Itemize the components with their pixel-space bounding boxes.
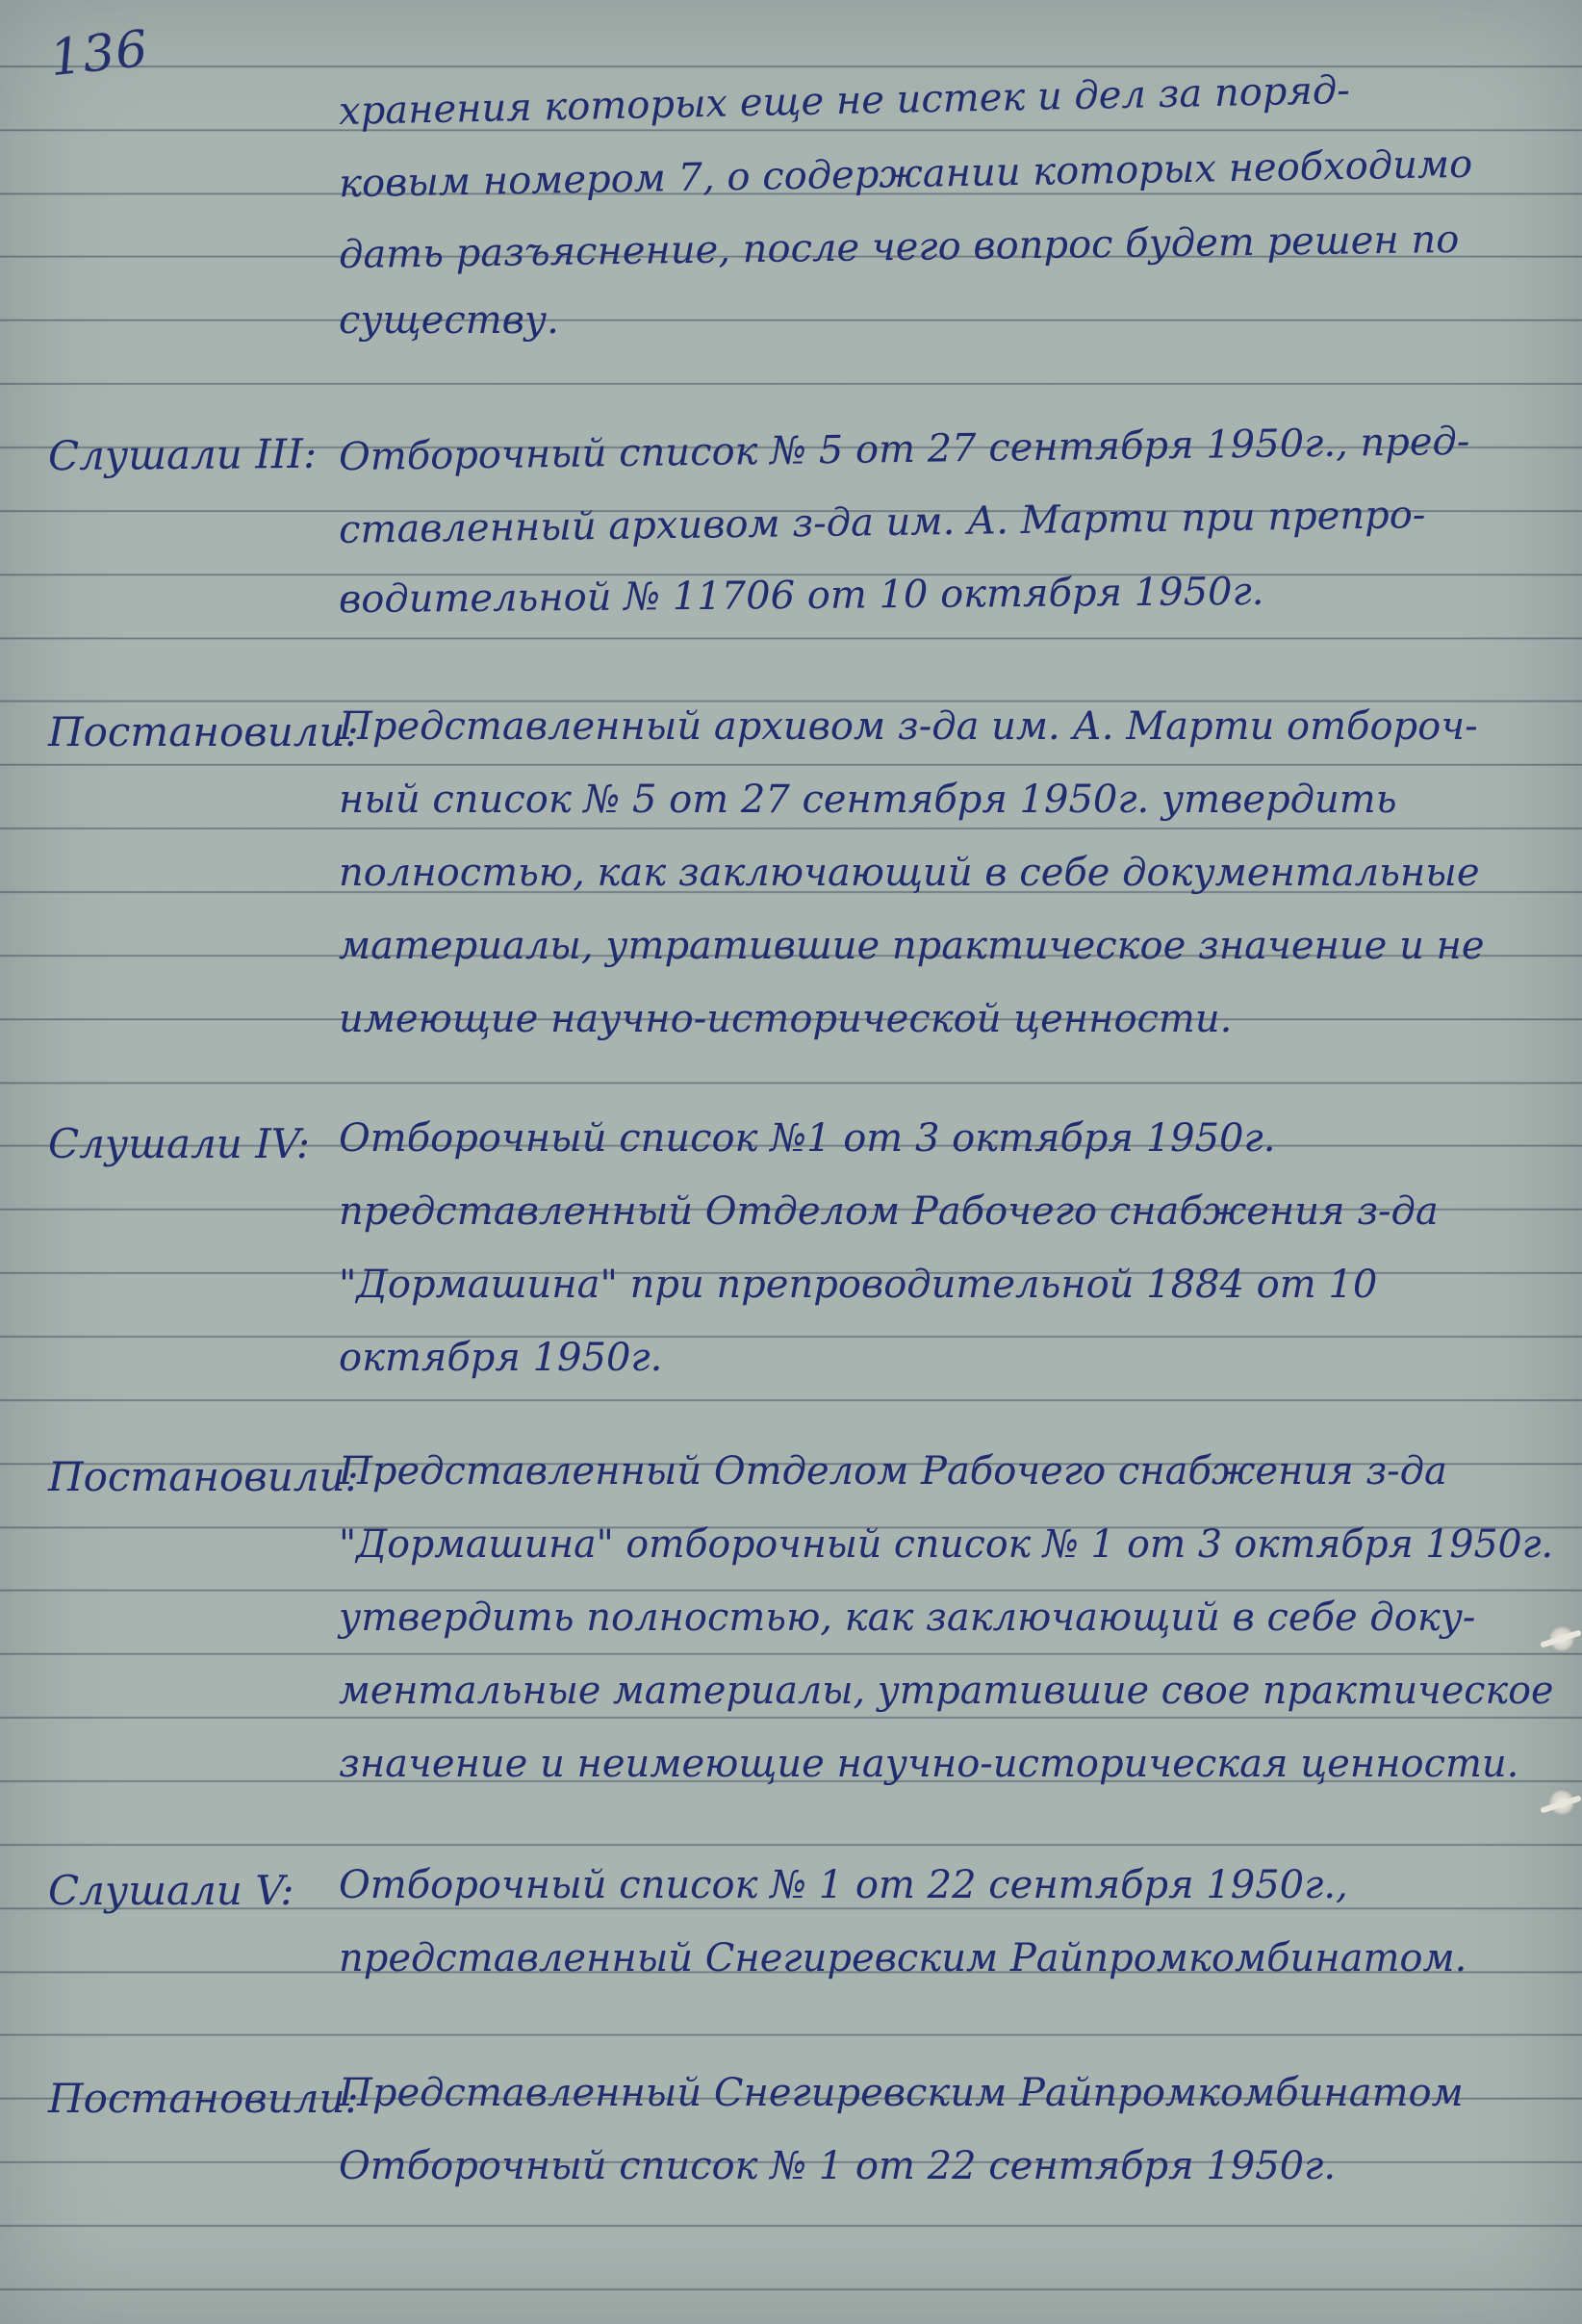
text-line: ставленный архивом з-да им. А. Марти при препро- [338,493,1426,552]
text-line: ный список № 5 от 27 сентября 1950г. утвердить [339,778,1397,822]
text-line: Отборочный список №1 от 3 октября 1950г. [339,1116,1276,1161]
text-line: значение и неимеющие научно-историческая ценности. [339,1742,1519,1786]
section-label-heard-5: Слушали V: [48,1867,294,1914]
text-line: полностью, как заключающий в себе документальные [339,851,1480,895]
text-line: представленный Отделом Рабочего снабжения з-да [339,1189,1439,1234]
text-line: водительной № 11706 от 10 октября 1950г. [338,569,1264,623]
text-line: Отборочный список № 1 от 22 сентября 1950г., [339,1863,1348,1907]
text-line: Представленный Снегиревским Райпромкомбинатом [339,2071,1464,2115]
folio-number: 136 [47,19,152,89]
text-line: хранения которых еще не истек и дел за поряд- [338,68,1351,134]
text-line: Отборочный список № 5 от 27 сентября 1950г., пред- [338,419,1470,480]
text-line: имеющие научно-исторической ценности. [339,997,1233,1041]
text-line: утвердить полностью, как заключающий в себе доку- [339,1596,1476,1640]
section-label-heard-4: Слушали IV: [48,1120,311,1167]
section-label-resolved-4: Постановили: [48,1453,359,1500]
text-line: Представленный Отделом Рабочего снабжения з-да [339,1449,1447,1494]
text-line: ковым номером 7, о содержании которых необходимо [338,141,1473,207]
text-line: Представленный архивом з-да им. А. Марти отбороч- [339,704,1478,749]
text-line: октября 1950г. [339,1336,663,1380]
text-line: существу. [339,298,559,343]
text-line: "Дормашина" отборочный список № 1 от 3 октября 1950г. [339,1522,1554,1567]
text-line: ментальные материалы, утратившие свое практическое [339,1669,1554,1713]
text-line: материалы, утратившие практическое значение и не [339,924,1485,968]
section-label-heard-3: Слушали III: [47,429,318,480]
text-line: Отборочный список № 1 от 22 сентября 1950г. [339,2144,1337,2188]
section-label-resolved-3: Постановили: [48,708,359,755]
section-label-resolved-5: Постановили: [48,2075,359,2122]
text-line: представленный Снегиревским Райпромкомбинатом. [339,1936,1467,1980]
text-line: "Дормашина" при препроводительной 1884 от 10 [339,1263,1378,1307]
text-line: дать разъяснение, после чего вопрос будет решен по [338,217,1460,278]
